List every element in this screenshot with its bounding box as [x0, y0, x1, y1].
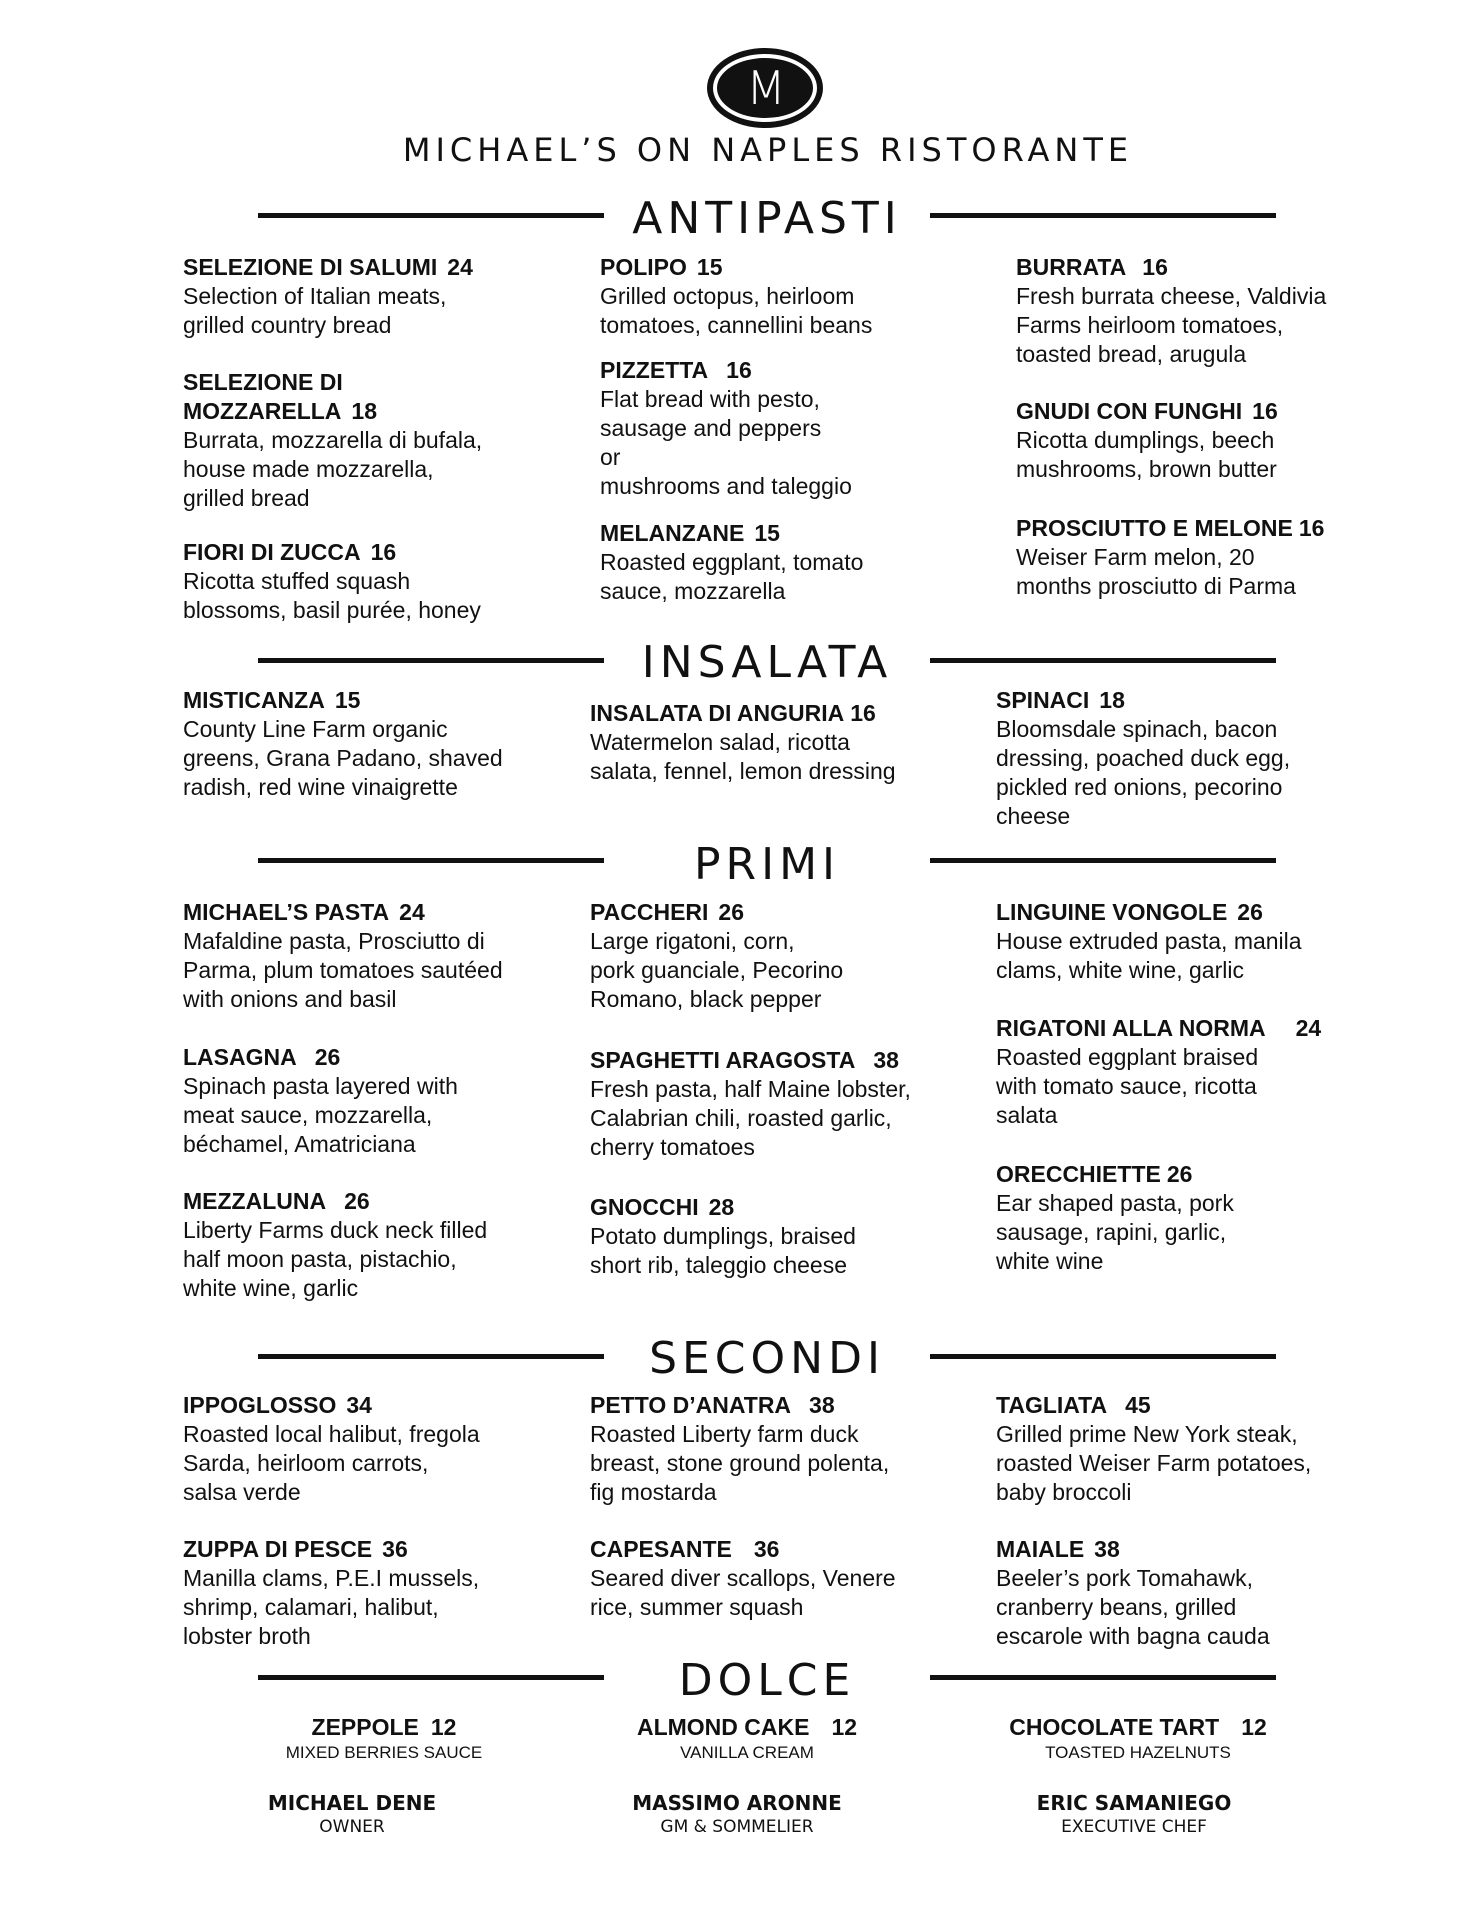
- item-description: House extruded pasta, manila clams, white wine, garlic: [996, 928, 1302, 983]
- item-description: Manilla clams, P.E.I mussels, shrimp, calamari, halibut, lobster broth: [183, 1565, 480, 1649]
- menu-item: [600, 519, 960, 606]
- item-description: Liberty Farms duck neck filled half moon pasta, pistachio, white wine, garlic: [183, 1217, 488, 1301]
- staff-credit: [202, 1790, 502, 1838]
- item-name: GNOCCHI: [590, 1194, 699, 1220]
- item-description: Roasted eggplant braised with tomato sauce, ricotta salata: [996, 1044, 1259, 1128]
- menu-item: [996, 1391, 1396, 1507]
- staff-role: GM & SOMMELIER: [660, 1817, 814, 1837]
- divider-line: [930, 213, 1276, 218]
- dolce-header: [0, 1657, 1484, 1717]
- item-description: Flat bread with pesto, sausage and peppers or mushrooms and taleggio: [600, 386, 852, 499]
- item-price: 38: [1094, 1536, 1120, 1562]
- menu-item: [600, 356, 960, 501]
- divider-line: [930, 858, 1276, 863]
- menu-item: [590, 699, 950, 786]
- item-price: 26: [718, 899, 745, 925]
- divider-line: [258, 658, 604, 663]
- dessert-item: [597, 1713, 897, 1764]
- staff-credit: [984, 1790, 1284, 1838]
- section-title-antipasti: ANTIPASTI: [632, 193, 902, 244]
- item-price: 16: [1252, 398, 1278, 424]
- menu-item: [183, 686, 543, 802]
- item-description: Burrata, mozzarella di bufala, house made mozzarella, grilled bread: [183, 427, 483, 511]
- item-description: Selection of Italian meats, grilled country bread: [183, 283, 447, 338]
- item-price: 15: [754, 520, 780, 546]
- item-price: 18: [1099, 687, 1125, 713]
- item-name: LASAGNA: [183, 1044, 297, 1070]
- divider-line: [930, 1675, 1276, 1680]
- item-description: Bloomsdale spinach, bacon dressing, poached duck egg, pickled red onions, pecorino cheese: [996, 716, 1291, 829]
- item-description: Grilled octopus, heirloom tomatoes, cannellini beans: [600, 283, 873, 338]
- item-price: 12: [430, 1714, 457, 1740]
- divider-line: [258, 213, 604, 218]
- item-name: ZEPPOLE: [311, 1714, 419, 1740]
- menu-item: [590, 898, 950, 1014]
- item-description: Fresh pasta, half Maine lobster, Calabrian chili, roasted garlic, cherry tomatoes: [590, 1076, 911, 1160]
- dessert-item: [968, 1713, 1308, 1764]
- item-name: BURRATA: [1016, 254, 1127, 280]
- item-name: SELEZIONE DI MOZZARELLA: [183, 369, 343, 424]
- divider-line: [258, 1354, 604, 1359]
- divider-line: [258, 1675, 604, 1680]
- item-description: Roasted eggplant, tomato sauce, mozzarella: [600, 549, 864, 604]
- item-name: SPAGHETTI ARAGOSTA: [590, 1047, 856, 1073]
- menu-item: [996, 1160, 1396, 1276]
- item-price: 16: [1298, 515, 1325, 541]
- item-name: ZUPPA DI PESCE: [183, 1536, 373, 1562]
- item-description: Grilled prime New York steak, roasted Weiser Farm potatoes, baby broccoli: [996, 1421, 1312, 1505]
- item-name: CAPESANTE: [590, 1536, 732, 1562]
- item-price: 16: [1142, 254, 1168, 280]
- item-price: 36: [382, 1536, 408, 1562]
- item-price: 16: [850, 700, 876, 726]
- item-name: ORECCHIETTE: [996, 1161, 1161, 1187]
- menu-item: [590, 1391, 950, 1507]
- item-name: MEZZALUNA: [183, 1188, 327, 1214]
- section-title-primi: PRIMI: [693, 839, 841, 890]
- item-price: 18: [351, 398, 378, 424]
- menu-item: [590, 1046, 950, 1162]
- menu-item: [996, 898, 1396, 985]
- antipasti-header: [0, 193, 1484, 253]
- item-description: Beeler’s pork Tomahawk, cranberry beans, grilled escarole with bagna cauda: [996, 1565, 1270, 1649]
- item-price: 15: [696, 254, 723, 280]
- monogram-m-icon: [717, 58, 813, 118]
- item-name: MICHAEL’S PASTA: [183, 899, 390, 925]
- item-name: RIGATONI ALLA NORMA: [996, 1015, 1266, 1041]
- monogram-logo: [707, 48, 823, 128]
- item-description: Mafaldine pasta, Prosciutto di Parma, plum tomatoes sautéed with onions and basil: [183, 928, 503, 1012]
- menu-item: [183, 898, 543, 1014]
- primi-header: [0, 839, 1484, 899]
- item-name: IPPOGLOSSO: [183, 1392, 337, 1418]
- menu-item: [183, 368, 543, 513]
- item-price: 26: [314, 1044, 341, 1070]
- item-price: 26: [1166, 1161, 1193, 1187]
- item-price: 12: [1241, 1714, 1267, 1740]
- item-description: Ricotta dumplings, beech mushrooms, brown butter: [1016, 427, 1277, 482]
- divider-line: [930, 1354, 1276, 1359]
- staff-name: MASSIMO ARONNE: [632, 1791, 842, 1815]
- item-name: MAIALE: [996, 1536, 1085, 1562]
- item-name: MISTICANZA: [183, 687, 325, 713]
- menu-item: [1016, 253, 1396, 369]
- item-name: FIORI DI ZUCCA: [183, 539, 361, 565]
- item-description: VANILLA CREAM: [680, 1743, 814, 1762]
- menu-item: [996, 686, 1356, 831]
- item-name: GNUDI CON FUNGHI: [1016, 398, 1243, 424]
- item-name: ALMOND CAKE: [636, 1714, 810, 1740]
- menu-item: [996, 1535, 1396, 1651]
- item-description: Potato dumplings, braised short rib, taleggio cheese: [590, 1223, 856, 1278]
- item-name: POLIPO: [600, 254, 687, 280]
- item-description: County Line Farm organic greens, Grana Padano, shaved radish, red wine vinaigrette: [183, 716, 503, 800]
- menu-item: [600, 253, 960, 340]
- divider-line: [258, 858, 604, 863]
- item-description: MIXED BERRIES SAUCE: [285, 1743, 483, 1762]
- item-name: CHOCOLATE TART: [1009, 1714, 1220, 1740]
- item-name: PACCHERI: [590, 899, 709, 925]
- item-price: 24: [447, 254, 473, 280]
- menu-item: [590, 1193, 950, 1280]
- item-description: Large rigatoni, corn, pork guanciale, Pecorino Romano, black pepper: [590, 928, 844, 1012]
- item-description: Weiser Farm melon, 20 months prosciutto di Parma: [1016, 544, 1296, 599]
- menu-item: [183, 253, 543, 340]
- item-price: 28: [708, 1194, 735, 1220]
- item-name: SPINACI: [996, 687, 1090, 713]
- item-name: SELEZIONE DI SALUMI: [183, 254, 438, 280]
- menu-item: [183, 1391, 543, 1507]
- item-name: LINGUINE VONGOLE: [996, 899, 1228, 925]
- menu-item: [1016, 514, 1396, 601]
- item-name: PIZZETTA: [600, 357, 709, 383]
- menu-item: [996, 1014, 1396, 1130]
- section-title-secondi: SECONDI: [649, 1333, 885, 1384]
- item-price: 38: [873, 1047, 899, 1073]
- item-description: Roasted Liberty farm duck breast, stone ground polenta, fig mostarda: [590, 1421, 890, 1505]
- item-price: 24: [1295, 1015, 1322, 1041]
- item-description: Ear shaped pasta, pork sausage, rapini, garlic, white wine: [996, 1190, 1234, 1274]
- menu-item: [590, 1535, 950, 1622]
- item-price: 45: [1125, 1392, 1151, 1418]
- restaurant-name: MICHAEL’S ON NAPLES RISTORANTE: [402, 131, 1134, 169]
- item-description: Watermelon salad, ricotta salata, fennel, lemon dressing: [590, 729, 896, 784]
- divider-line: [930, 658, 1276, 663]
- section-title-insalata: INSALATA: [641, 637, 893, 688]
- item-price: 16: [726, 357, 752, 383]
- secondi-header: [0, 1333, 1484, 1393]
- item-price: 38: [809, 1392, 835, 1418]
- item-description: Roasted local halibut, fregola Sarda, heirloom carrots, salsa verde: [183, 1421, 480, 1505]
- item-description: Fresh burrata cheese, Valdivia Farms heirloom tomatoes, toasted bread, arugula: [1016, 283, 1327, 367]
- item-description: Ricotta stuffed squash blossoms, basil purée, honey: [183, 568, 481, 623]
- menu-item: [183, 538, 543, 625]
- staff-role: OWNER: [319, 1817, 385, 1837]
- item-description: Spinach pasta layered with meat sauce, mozzarella, béchamel, Amatriciana: [183, 1073, 458, 1157]
- item-price: 36: [753, 1536, 780, 1562]
- item-price: 24: [399, 899, 425, 925]
- staff-credit: [587, 1790, 887, 1838]
- menu-item: [1016, 397, 1396, 484]
- menu-item: [183, 1535, 543, 1651]
- item-name: PROSCIUTTO E MELONE: [1016, 515, 1293, 541]
- item-description: TOASTED HAZELNUTS: [1045, 1743, 1231, 1762]
- item-price: 16: [370, 539, 397, 565]
- section-title-dolce: DOLCE: [678, 1655, 856, 1706]
- item-name: MELANZANE: [600, 520, 745, 546]
- staff-name: MICHAEL DENE: [267, 1791, 437, 1815]
- menu-item: [183, 1043, 543, 1159]
- dessert-item: [234, 1713, 534, 1764]
- logo-letter: M: [746, 61, 784, 115]
- item-price: 26: [1237, 899, 1263, 925]
- item-price: 12: [831, 1714, 858, 1740]
- staff-name: ERIC SAMANIEGO: [1036, 1791, 1232, 1815]
- item-name: TAGLIATA: [996, 1392, 1108, 1418]
- item-price: 34: [346, 1392, 372, 1418]
- staff-role: EXECUTIVE CHEF: [1061, 1817, 1207, 1837]
- item-description: Seared diver scallops, Venere rice, summer squash: [590, 1565, 896, 1620]
- item-price: 15: [334, 687, 361, 713]
- item-price: 26: [344, 1188, 370, 1214]
- menu-item: [183, 1187, 543, 1303]
- item-name: PETTO D’ANATRA: [590, 1392, 792, 1418]
- item-name: INSALATA DI ANGURIA: [590, 700, 845, 726]
